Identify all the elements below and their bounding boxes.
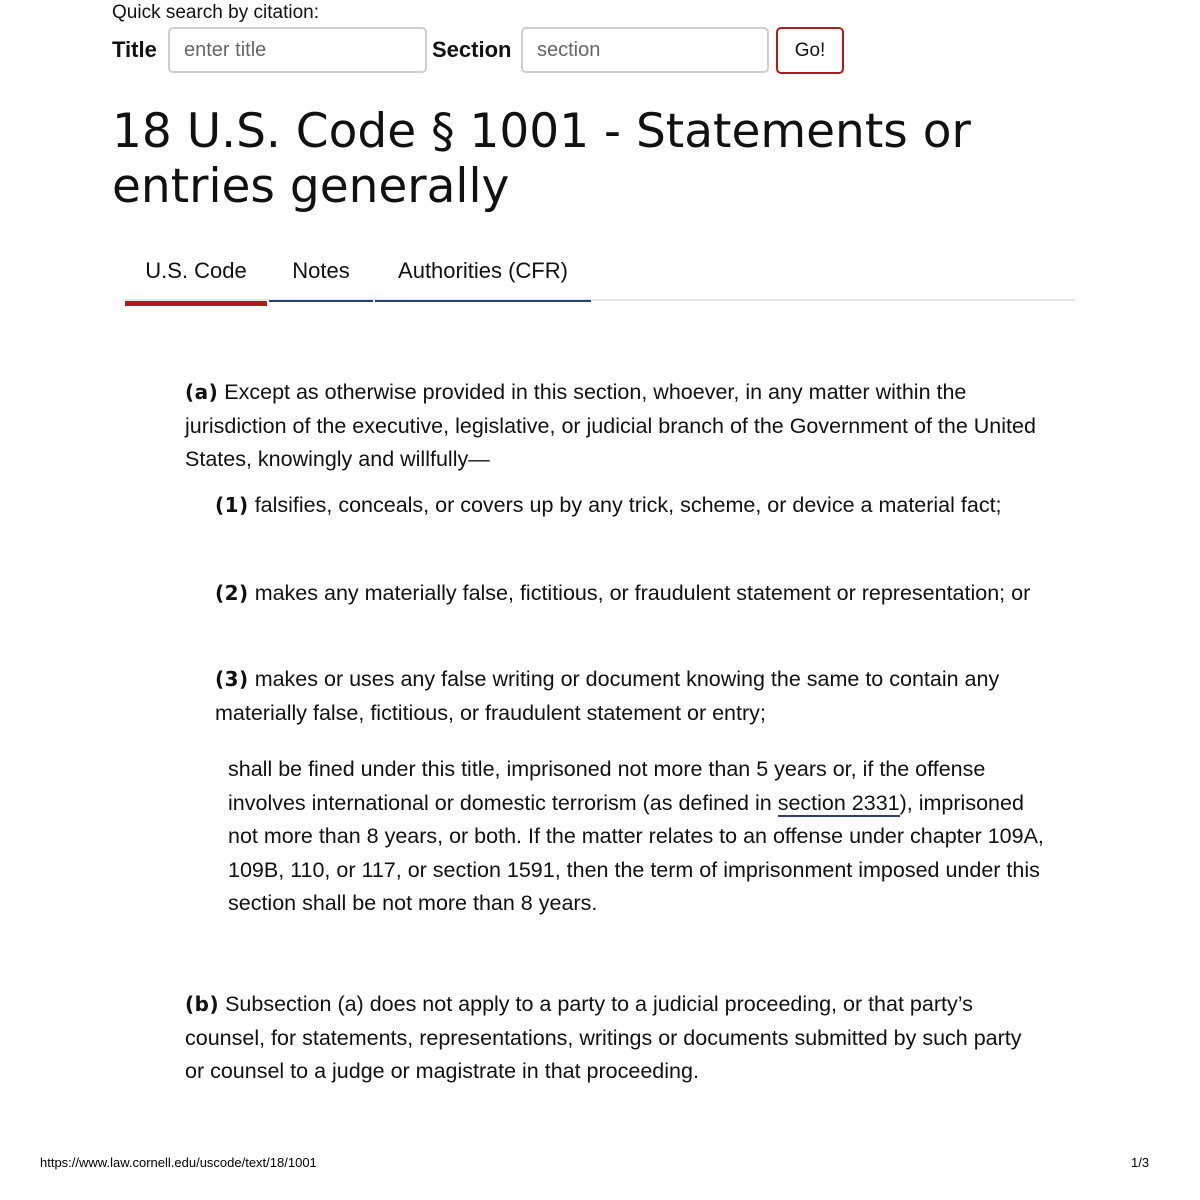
- tab-authorities-cfr[interactable]: Authorities (CFR): [375, 250, 591, 302]
- subsection-a-text: Except as otherwise provided in this section, whoever, in any matter within the jurisdiction of the executive, legislative, or judicial branch of the Government of the United States, knowingly and willfully—: [185, 380, 1036, 471]
- tab-bar: [125, 250, 1075, 306]
- penalty-text-before: shall be fined under this title, imprisoned not more than 5 years or, if the offense involves international or domestic terrorism (as defined in: [228, 757, 986, 815]
- paragraph-3: [215, 663, 1045, 730]
- penalty-paragraph: [228, 753, 1045, 921]
- section-2331-link[interactable]: section 2331: [777, 790, 900, 815]
- go-button[interactable]: Go!: [776, 27, 844, 74]
- footer-page-indicator: 1/3: [1131, 1155, 1150, 1170]
- quick-search-caption: Quick search by citation:: [112, 2, 319, 23]
- subsection-b-text: Subsection (a) does not apply to a party to a judicial proceeding, or that party’s counsel, for statements, representations, writings or documents submitted by such party or counsel to a judge or magistrate in that proceeding.: [185, 992, 1022, 1083]
- tab-bar-divider: [125, 299, 1075, 301]
- paragraph-2: [215, 577, 1045, 611]
- paragraph-2-text: makes any materially false, fictitious, or fraudulent statement or representation; or: [254, 581, 1031, 605]
- page-title: 18 U.S. Code § 1001 - Statements or entries generally: [112, 104, 971, 214]
- paragraph-2-enum: (2): [215, 581, 249, 605]
- tab-notes[interactable]: Notes: [269, 250, 373, 302]
- tab-us-code[interactable]: U.S. Code: [125, 250, 267, 306]
- footer-url: https://www.law.cornell.edu/uscode/text/18/1001: [40, 1155, 317, 1170]
- subsection-b: [185, 988, 1045, 1089]
- subsection-b-enum: (b): [185, 992, 220, 1016]
- title-input[interactable]: [168, 27, 427, 73]
- paragraph-1: [215, 489, 1045, 523]
- subsection-a-enum: (a): [185, 380, 219, 404]
- section-label: Section: [432, 37, 512, 62]
- paragraph-1-text: falsifies, conceals, or covers up by any trick, scheme, or device a material fact;: [254, 493, 1002, 517]
- section-input[interactable]: [521, 27, 769, 73]
- paragraph-1-enum: (1): [215, 493, 249, 517]
- paragraph-3-enum: (3): [215, 667, 249, 691]
- title-label: Title: [112, 37, 157, 62]
- paragraph-3-text: makes or uses any false writing or document knowing the same to contain any materially false, fictitious, or fraudulent statement or entry;: [215, 667, 1000, 725]
- subsection-a: [185, 376, 1045, 477]
- penalty-text-after: ), imprisoned not more than 8 years, or both. If the matter relates to an offense under chapter 109A, 109B, 110, or 117, or section 1591, then the term of imprisonment imposed under this section shall be not more than 8 years.: [228, 790, 1044, 915]
